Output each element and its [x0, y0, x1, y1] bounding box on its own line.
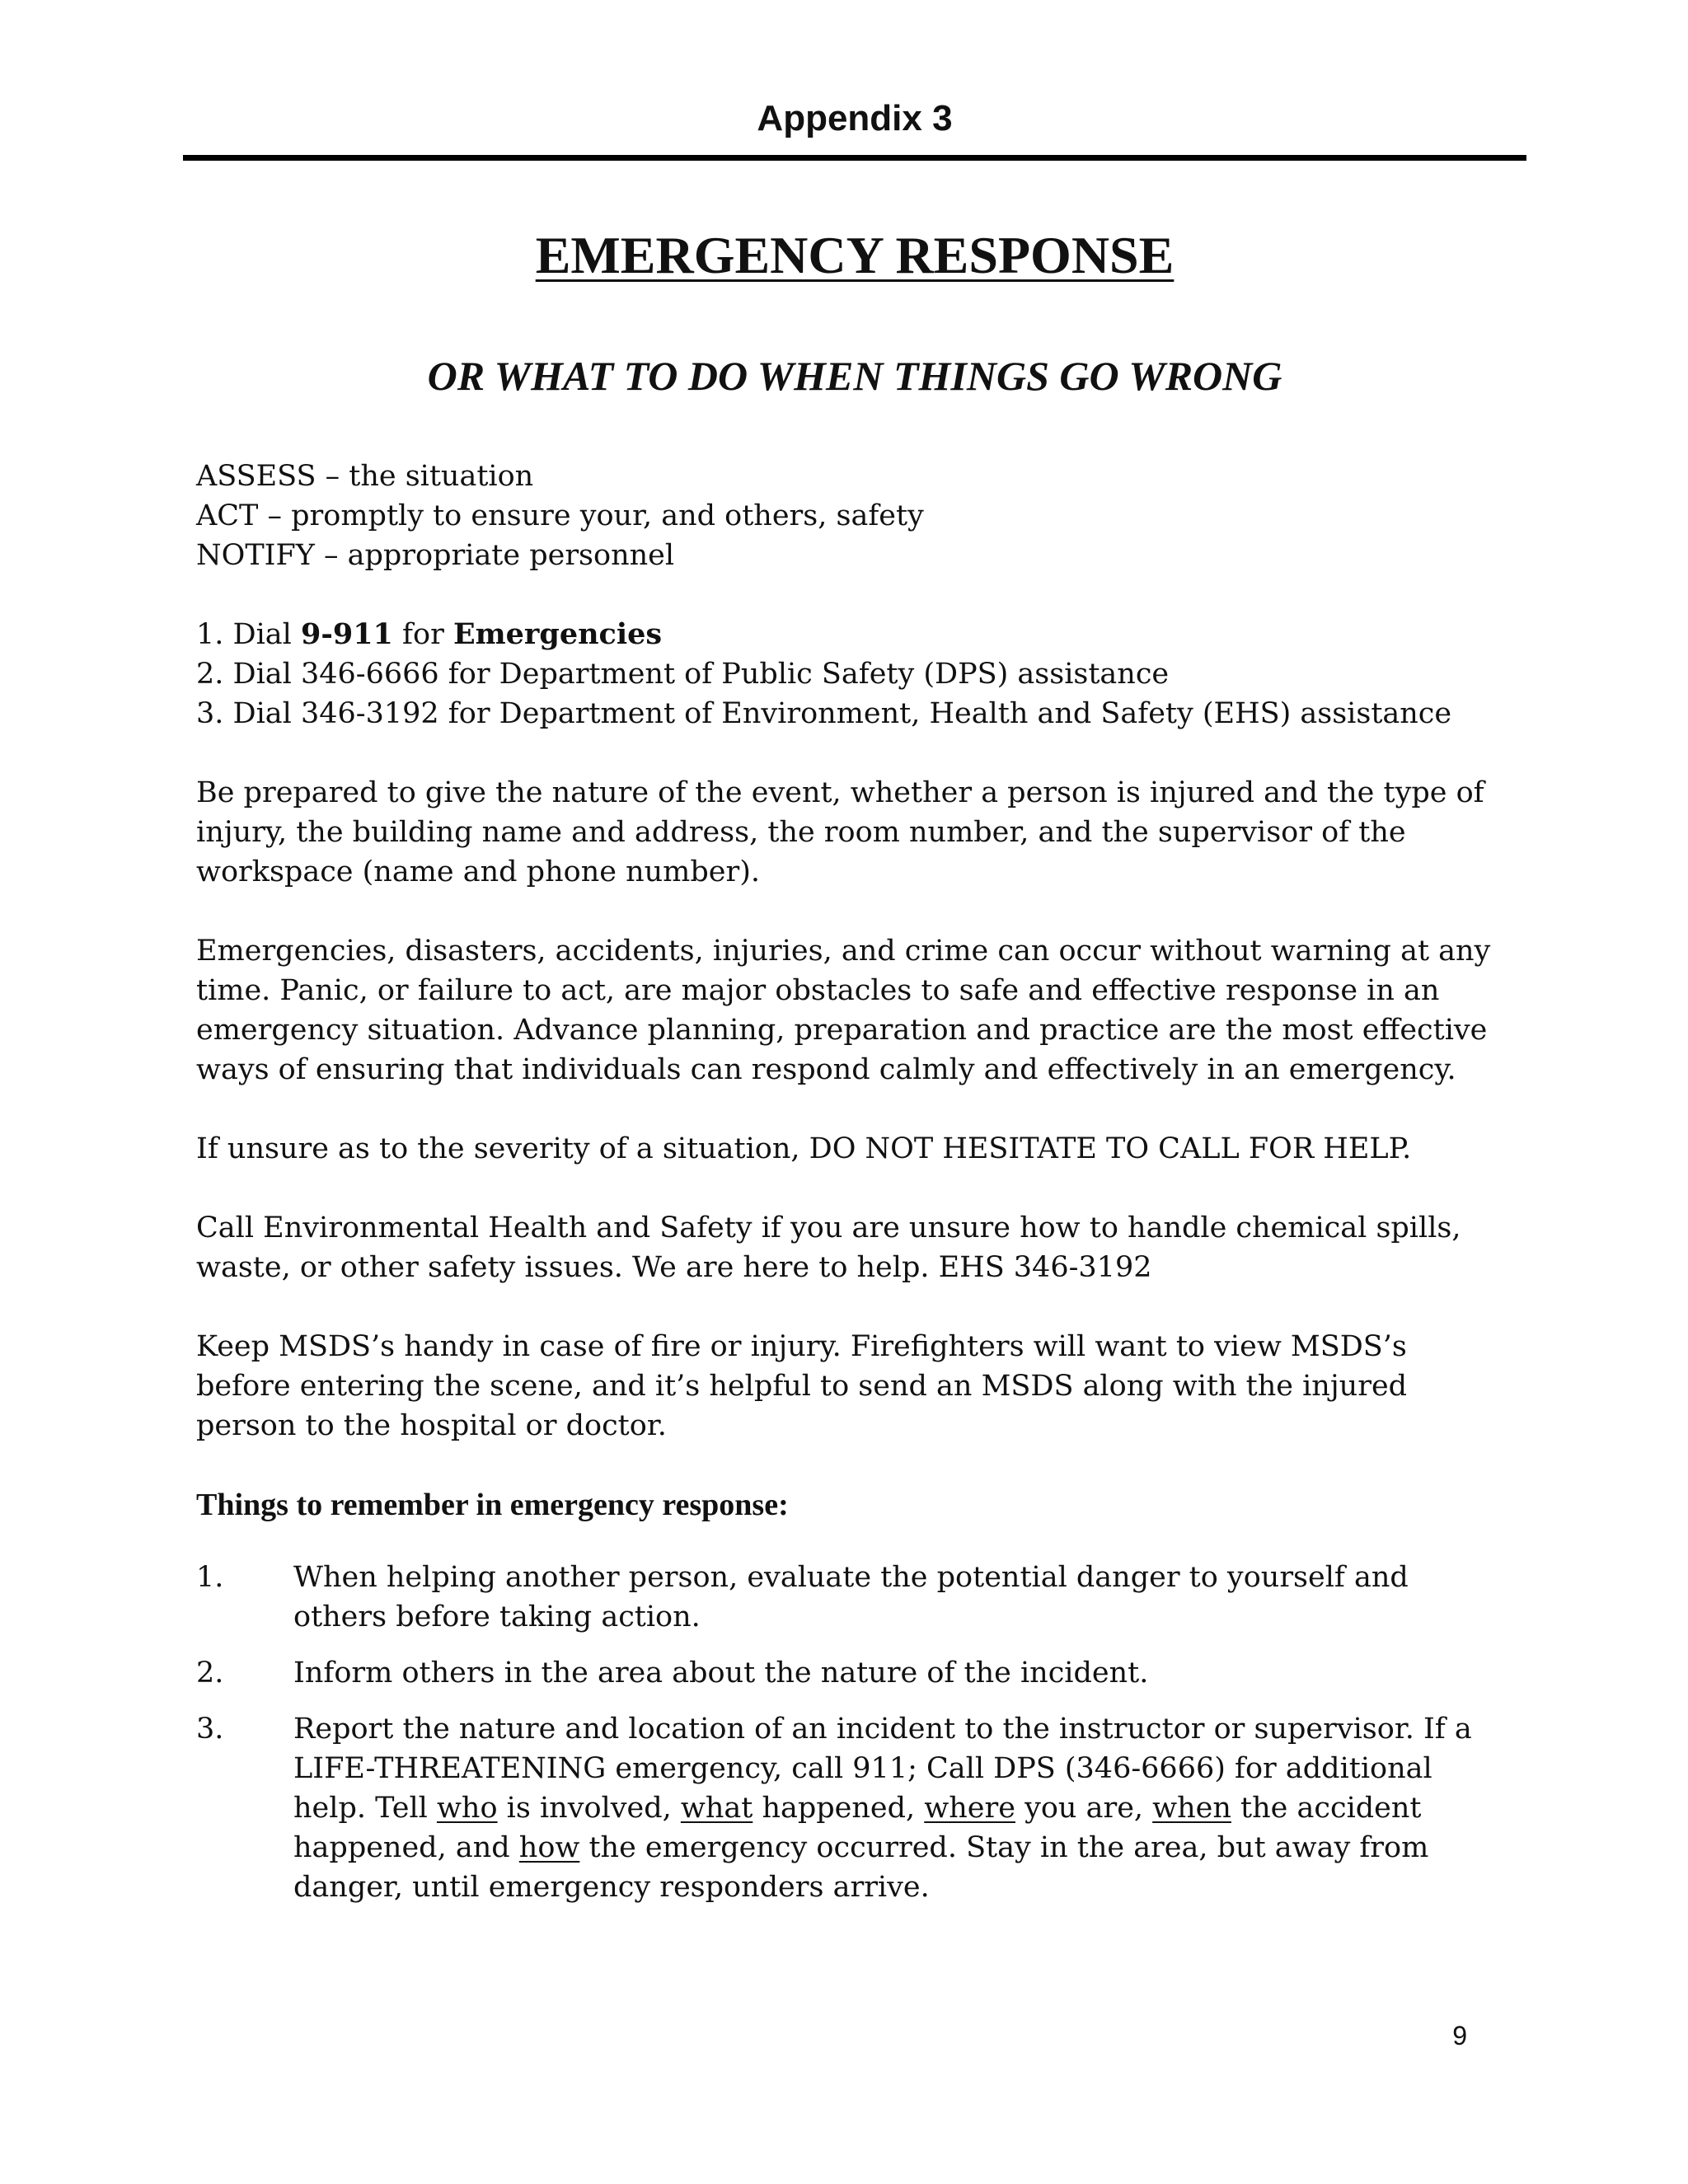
list-item-number: 2.: [196, 1657, 224, 1690]
emergencies-label: Emergencies: [452, 617, 663, 651]
header-rule: [183, 155, 1526, 161]
dial-line-2: 2. Dial 346-6666 for Department of Public Safety (DPS) assistance: [196, 658, 1170, 691]
list-item-number: 1.: [196, 1561, 224, 1594]
page-number: 9: [1452, 2021, 1467, 2050]
remember-list: [196, 1558, 1498, 1907]
page-title: EMERGENCY RESPONSE: [535, 226, 1175, 284]
list-item: [196, 1653, 1498, 1693]
page-subtitle: OR WHAT TO DO WHEN THINGS GO WRONG: [427, 353, 1282, 399]
list-item-text: Report the nature and location of an incident to the instructor or supervisor. If a LIFE-THREATENING emergency, call 911; Call DPS (346-6666) for additional help. Tell who is involved, what happened, where you are, when the accident happened, and how the emergency occurred. Stay in the area, but away from danger, until emergency responders arrive.: [293, 1713, 1472, 1904]
list-item: [196, 1709, 1498, 1907]
paragraph-prepared: Be prepared to give the nature of the event, whether a person is injured and the type of injury, the building name and address, the room number, and the supervisor of the workspace (name and phone number).: [196, 776, 1484, 888]
paragraph-call-ehs: Call Environmental Health and Safety if you are unsure how to handle chemical spills, waste, or other safety issues. We are here to help. EHS 346-3192: [196, 1212, 1461, 1284]
list-item-text: Inform others in the area about the nature of the incident.: [293, 1657, 1149, 1690]
paragraph-unsure: If unsure as to the severity of a situation, DO NOT HESITATE TO CALL FOR HELP.: [196, 1132, 1412, 1165]
underlined-when: when: [1152, 1792, 1231, 1825]
document-body: [196, 457, 1498, 1924]
underlined-how: how: [518, 1831, 580, 1864]
underlined-who: who: [436, 1792, 498, 1825]
emergency-number: 9-911: [300, 617, 393, 651]
paragraph-msds: Keep MSDS’s handy in case of fire or injury. Firefighters will want to view MSDS’s before entering the scene, and it’s helpful to send an MSDS along with the injured person to the hospital or doctor.: [196, 1330, 1408, 1442]
principle-act: ACT – promptly to ensure your, and others, safety: [196, 499, 924, 532]
remember-heading: Things to remember in emergency response:: [196, 1488, 789, 1522]
paragraph-emergencies: Emergencies, disasters, accidents, injuries, and crime can occur without warning at any time. Panic, or failure to act, are major obstacles to safe and effective response in an emergency situation. Advance planning, preparation and practice are the most effective ways of ensuring that individuals can respond calmly and effectively in an emergency.: [196, 935, 1491, 1086]
dial-line-1: [196, 615, 1498, 654]
principle-assess: ASSESS – the situation: [196, 460, 534, 493]
dial-line-3: 3. Dial 346-3192 for Department of Environment, Health and Safety (EHS) assistance: [196, 697, 1452, 730]
underlined-where: where: [924, 1792, 1015, 1825]
list-item-number: 3.: [196, 1713, 224, 1746]
list-item: [196, 1558, 1498, 1637]
appendix-header: Appendix 3: [757, 98, 953, 138]
dial-prefix: 1. Dial: [196, 618, 301, 651]
principle-notify: NOTIFY – appropriate personnel: [196, 539, 675, 572]
underlined-what: what: [680, 1792, 753, 1825]
dial-mid: for: [392, 618, 453, 651]
list-item-text: When helping another person, evaluate the potential danger to yourself and others before taking action.: [293, 1561, 1409, 1633]
